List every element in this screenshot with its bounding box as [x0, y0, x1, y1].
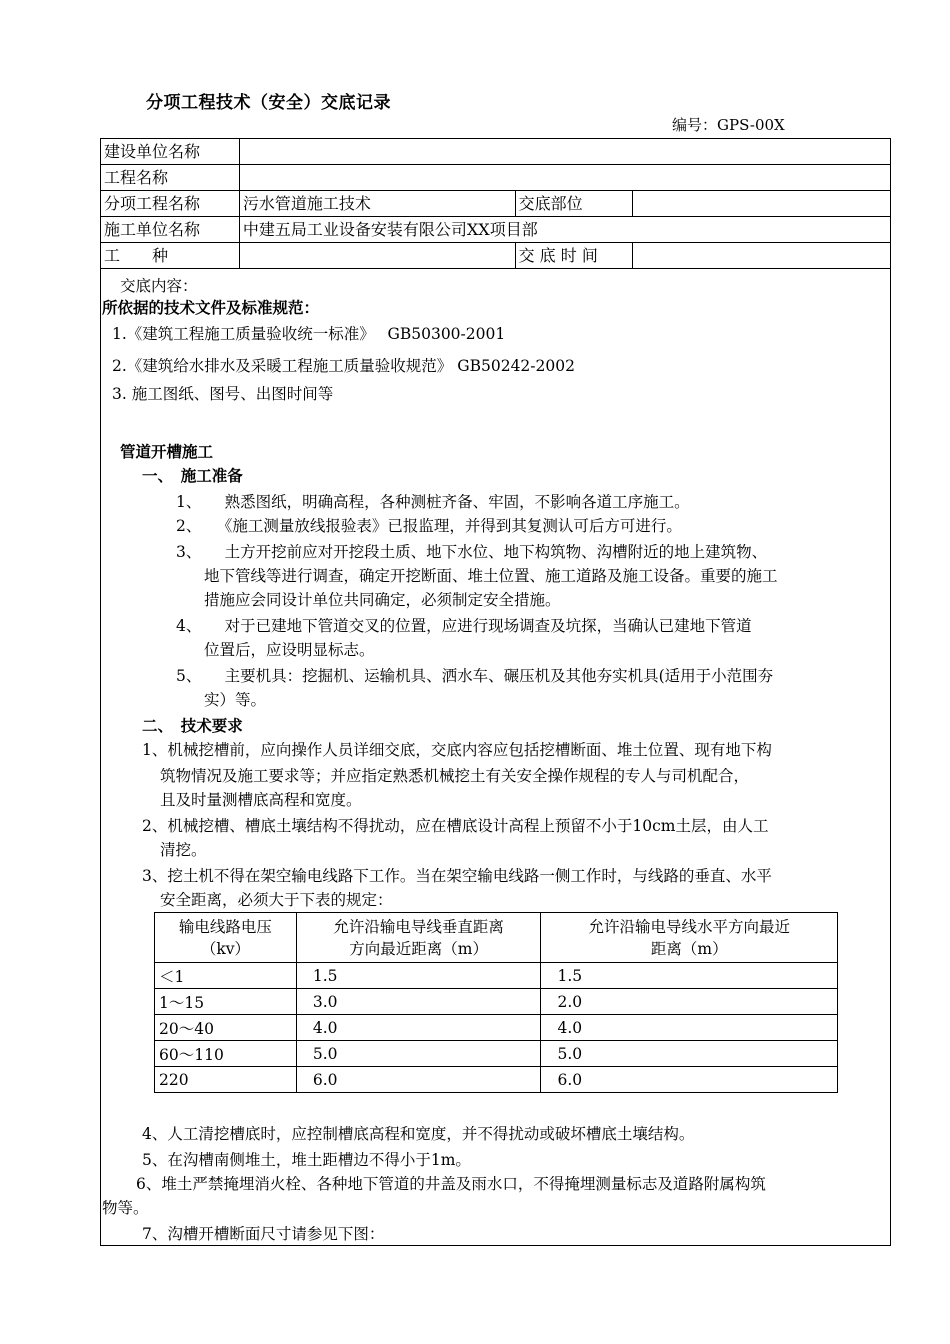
tech-item-3-line2: 安全距离，必须大于下表的规定： — [160, 891, 393, 909]
voltage-cell: ＜1 — [155, 963, 297, 989]
vertical-distance-cell: 5.0 — [296, 1041, 541, 1067]
handover-location-value[interactable] — [632, 191, 890, 217]
prep-item-1: 1、 熟悉图纸，明确高程，各种测桩齐备、牢固，不影响各道工序施工。 — [176, 493, 690, 511]
tech-item-5: 5、在沟槽南侧堆土，堆土距槽边不得小于1m。 — [142, 1151, 471, 1169]
header-row-contractor — [101, 217, 891, 243]
horizontal-distance-cell: 2.0 — [541, 989, 838, 1015]
prep-item-4-line2: 位置后，应设明显标志。 — [204, 641, 375, 659]
table-row — [155, 1041, 838, 1067]
header-row-project-name — [101, 165, 891, 191]
project-name-label: 工程名称 — [101, 165, 240, 191]
tech-item-6-line2: 物等。 — [102, 1199, 149, 1217]
prep-item-2: 2、 《施工测量放线报验表》已报监理，并得到其复测认可后方可进行。 — [176, 517, 682, 535]
horizontal-distance-cell: 1.5 — [541, 963, 838, 989]
horizontal-distance-column-header: 允许沿输电导线水平方向最近 距离（m） — [541, 913, 838, 963]
project-name-value[interactable] — [239, 165, 890, 191]
table-header-row — [155, 913, 838, 963]
voltage-cell: 220 — [155, 1067, 297, 1093]
vertical-distance-column-header: 允许沿输电导线垂直距离 方向最近距离（m） — [296, 913, 541, 963]
section-heading: 管道开槽施工 — [120, 443, 214, 461]
horizontal-distance-cell: 4.0 — [541, 1015, 838, 1041]
vertical-distance-cell: 3.0 — [296, 989, 541, 1015]
prep-item-5-line2: 实）等。 — [204, 691, 267, 709]
horizontal-distance-cell: 5.0 — [541, 1041, 838, 1067]
prep-item-5-line1: 5、 主要机具：挖掘机、运输机具、洒水车、碾压机及其他夯实机具(适用于小范围夯 — [176, 667, 774, 685]
horizontal-distance-cell: 6.0 — [541, 1067, 838, 1093]
prep-item-3-line3: 措施应会同设计单位共同确定，必须制定安全措施。 — [204, 591, 561, 609]
voltage-cell: 60～110 — [155, 1041, 297, 1067]
standard-item-3: 3. 施工图纸、图号、出图时间等 — [112, 385, 334, 403]
handover-time-value[interactable] — [632, 243, 890, 269]
header-table — [100, 138, 891, 269]
header-row-subproject — [101, 191, 891, 217]
construction-unit-value[interactable] — [239, 139, 890, 165]
part2-heading: 二、 技术要求 — [142, 717, 243, 735]
subproject-label: 分项工程名称 — [101, 191, 240, 217]
table-row — [155, 1067, 838, 1093]
trade-value[interactable] — [239, 243, 515, 269]
standards-heading: 所依据的技术文件及标准规范： — [102, 299, 320, 317]
prep-item-3-line1: 3、 土方开挖前应对开挖段土质、地下水位、地下构筑物、沟槽附近的地上建筑物、 — [176, 543, 768, 561]
table-row — [155, 1015, 838, 1041]
tech-item-1-line1: 1、机械挖槽前，应向操作人员详细交底，交底内容应包括挖槽断面、堆土位置、现有地下构 — [142, 741, 772, 759]
tech-item-4: 4、人工清挖槽底时，应控制槽底高程和宽度，并不得扰动或破坏槽底土壤结构。 — [142, 1125, 695, 1143]
subproject-value: 污水管道施工技术 — [239, 191, 515, 217]
standard-item-2: 2.《建筑给水排水及采暖工程施工质量验收规范》 GB50242-2002 — [112, 357, 575, 375]
vertical-distance-cell: 4.0 — [296, 1015, 541, 1041]
table-row — [155, 989, 838, 1015]
tech-item-3-line1: 3、挖土机不得在架空输电线路下工作。当在架空输电线路一侧工作时，与线路的垂直、水平 — [142, 867, 772, 885]
tech-item-7: 7、沟槽开槽断面尺寸请参见下图： — [142, 1225, 385, 1243]
tech-item-2-line1: 2、机械挖槽、槽底土壤结构不得扰动，应在槽底设计高程上预留不小于10cm土层，由人工 — [142, 817, 769, 835]
page-title: 分项工程技术（安全）交底记录 — [146, 93, 391, 113]
vertical-distance-cell: 6.0 — [296, 1067, 541, 1093]
prep-item-4-line1: 4、 对于已建地下管道交叉的位置，应进行现场调查及坑探，当确认已建地下管道 — [176, 617, 752, 635]
voltage-column-header: 输电线路电压 （kv） — [155, 913, 297, 963]
construction-unit-label: 建设单位名称 — [101, 139, 240, 165]
handover-time-label: 交 底 时 间 — [515, 243, 632, 269]
vertical-distance-cell: 1.5 — [296, 963, 541, 989]
voltage-cell: 20～40 — [155, 1015, 297, 1041]
header-row-construction-unit — [101, 139, 891, 165]
document-number: 编号：GPS-00X — [672, 116, 785, 134]
contractor-value: 中建五局工业设备安装有限公司XX项目部 — [239, 217, 890, 243]
tech-item-1-line2: 筑物情况及施工要求等；并应指定熟悉机械挖土有关安全操作规程的专人与司机配合， — [160, 767, 750, 785]
trade-label: 工 种 — [101, 243, 240, 269]
content-intro: 交底内容： — [120, 277, 198, 295]
header-row-trade — [101, 243, 891, 269]
tech-item-2-line2: 清挖。 — [160, 841, 207, 859]
safety-distance-table — [154, 912, 838, 1093]
contractor-label: 施工单位名称 — [101, 217, 240, 243]
voltage-cell: 1～15 — [155, 989, 297, 1015]
handover-location-label: 交底部位 — [515, 191, 632, 217]
prep-item-3-line2: 地下管线等进行调查，确定开挖断面、堆土位置、施工道路及施工设备。重要的施工 — [204, 567, 778, 585]
standard-item-1: 1.《建筑工程施工质量验收统一标准》 GB50300-2001 — [112, 325, 506, 343]
tech-item-6-line1: 6、堆土严禁掩埋消火栓、各种地下管道的井盖及雨水口，不得掩埋测量标志及道路附属构筑 — [136, 1175, 766, 1193]
tech-item-1-line3: 且及时量测槽底高程和宽度。 — [160, 791, 362, 809]
part1-heading: 一、 施工准备 — [142, 467, 243, 485]
table-row — [155, 963, 838, 989]
